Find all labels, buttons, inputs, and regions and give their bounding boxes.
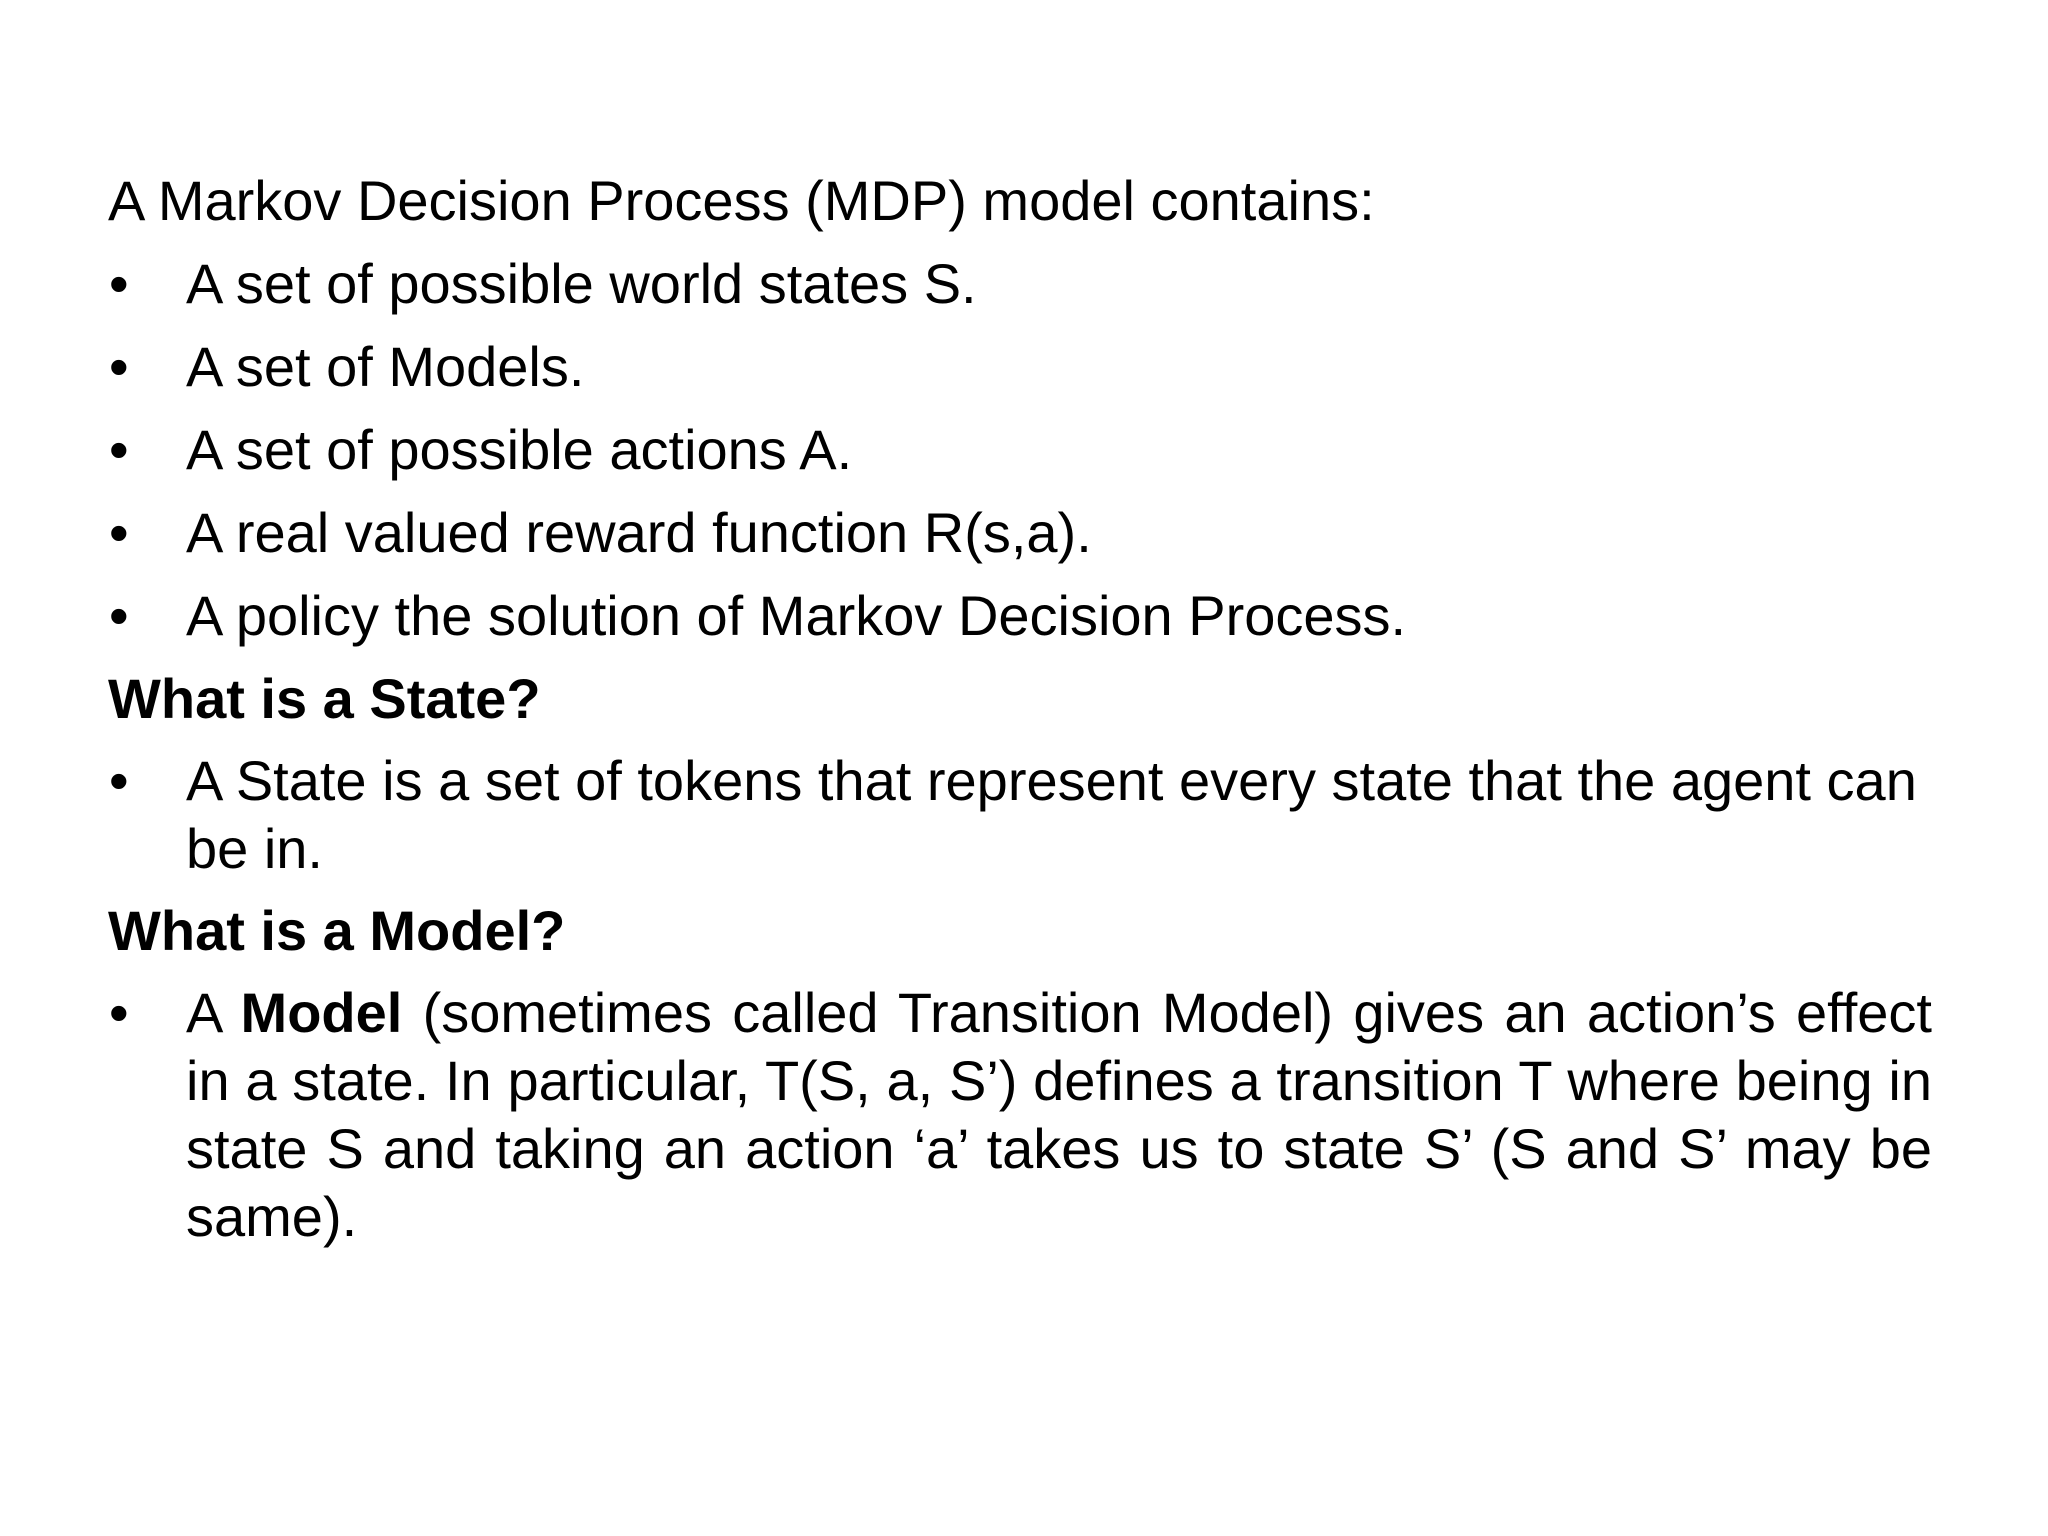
- bullet-icon: •: [109, 418, 129, 481]
- slide-content: [108, 166, 1932, 1264]
- list-item: [108, 498, 1932, 568]
- list-item-text: A set of possible actions A.: [186, 418, 853, 481]
- list-item: [108, 747, 1932, 883]
- state-definition-text: A State is a set of tokens that represent every state that the agent can be in.: [186, 749, 1917, 880]
- bullet-icon: •: [109, 749, 129, 812]
- list-item-text: A real valued reward function R(s,a).: [186, 501, 1092, 564]
- list-item: [108, 979, 1932, 1251]
- bullet-icon: •: [109, 335, 129, 398]
- intro-text: A Markov Decision Process (MDP) model contains:: [108, 169, 1375, 232]
- bullet-icon: •: [109, 252, 129, 315]
- list-item-text: A policy the solution of Markov Decision Process.: [186, 584, 1407, 647]
- bullet-icon: •: [109, 584, 129, 647]
- list-item-text: A set of Models.: [186, 335, 585, 398]
- list-item: [108, 332, 1932, 402]
- model-list: [108, 979, 1932, 1251]
- state-list: [108, 747, 1932, 883]
- list-item-text: A set of possible world states S.: [186, 252, 977, 315]
- bullet-icon: •: [109, 981, 129, 1044]
- bullet-icon: •: [109, 501, 129, 564]
- mdp-components-list: [108, 249, 1932, 651]
- model-definition-prefix: A: [186, 981, 241, 1044]
- model-definition-text: (sometimes called Transition Model) gives an action’s effect in a state. In particular, T(S, a, S’) defines a transition T where being in state S and taking an action ‘a’ takes us to state S’ (S and S’ may be same).: [186, 981, 1932, 1248]
- model-term-bold: Model: [240, 981, 403, 1044]
- list-item: [108, 249, 1932, 319]
- state-heading: What is a State?: [108, 667, 541, 730]
- list-item: [108, 581, 1932, 651]
- list-item: [108, 415, 1932, 485]
- model-heading: What is a Model?: [108, 899, 566, 962]
